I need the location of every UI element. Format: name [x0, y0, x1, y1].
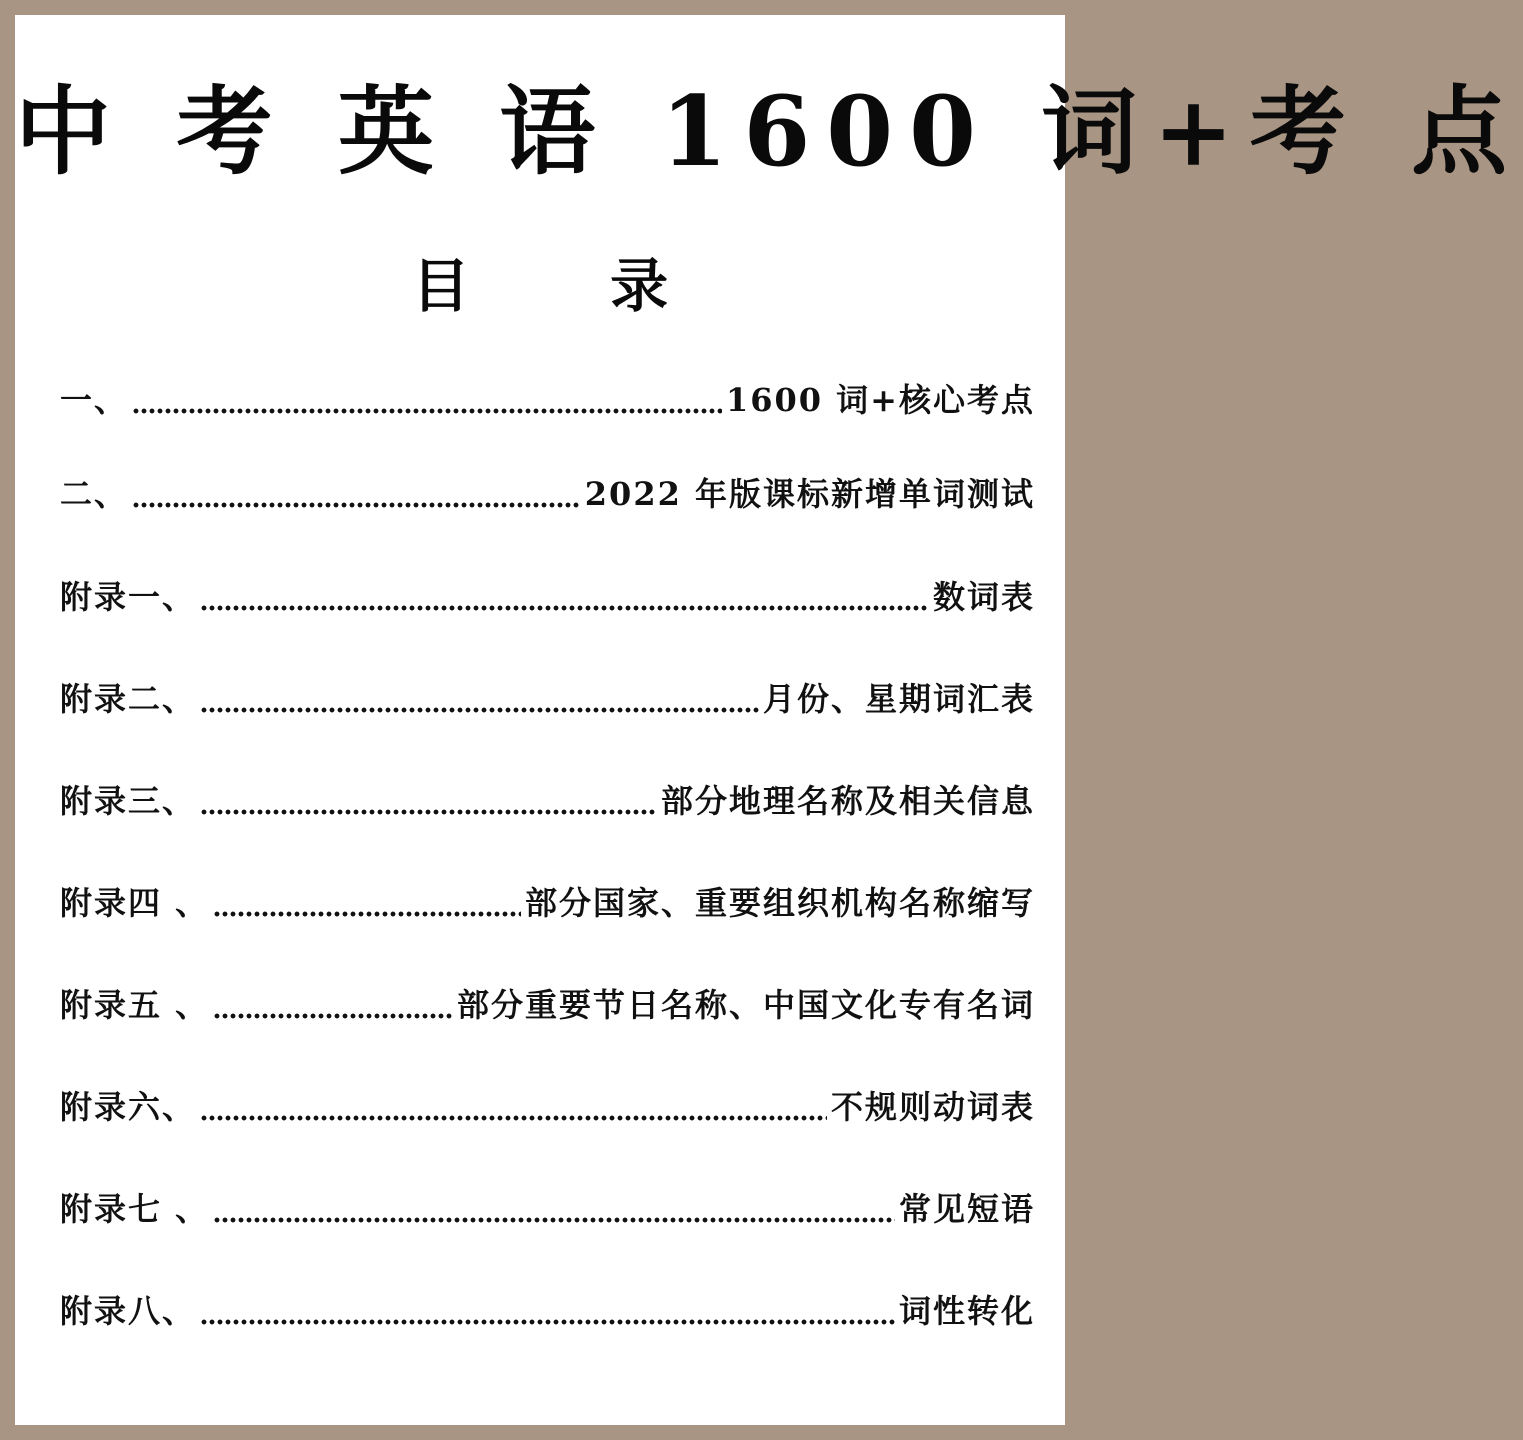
toc-entry: [60, 978, 1035, 1028]
toc-entry-title: 1600 词+核心考点: [725, 381, 1035, 419]
toc-leader-dots: [213, 911, 521, 917]
toc-leader-dots: [200, 605, 929, 611]
toc-entry-title: 不规则动词表: [830, 1088, 1035, 1126]
toc-leader-dots: [132, 502, 581, 508]
toc-entry: [60, 570, 1035, 620]
toc-entry: [60, 1080, 1035, 1130]
toc-entry: [60, 373, 1035, 423]
toc-entry: [60, 774, 1035, 824]
toc-heading: 目 录: [411, 252, 729, 320]
toc-entry-title: 常见短语: [898, 1190, 1035, 1228]
toc-entry-label: 附录二、: [60, 680, 197, 718]
toc-leader-dots: [200, 1115, 827, 1121]
toc-entry-title: 部分重要节日名称、中国文化专有名词: [456, 986, 1035, 1024]
toc-entry: [60, 467, 1035, 517]
toc-leader-dots: [213, 1013, 453, 1019]
toc-entry-title: 2022 年版课标新增单词测试: [584, 475, 1035, 513]
toc-entry-label: 附录四 、: [60, 884, 210, 922]
toc-entry-label: 附录三、: [60, 782, 197, 820]
toc-entry-title: 数词表: [932, 578, 1035, 616]
toc-leader-dots: [200, 707, 759, 713]
toc-entry-label: 附录八、: [60, 1292, 197, 1330]
toc-entry-title: 部分国家、重要组织机构名称缩写: [524, 884, 1035, 922]
toc-entry: [60, 1182, 1035, 1232]
toc-entry-label: 附录五 、: [60, 986, 210, 1024]
toc-leader-dots: [200, 1319, 895, 1325]
toc-entry-title: 词性转化: [898, 1292, 1035, 1330]
toc-entry-label: 附录七 、: [60, 1190, 210, 1228]
toc-leader-dots: [132, 408, 722, 414]
document-page: [15, 15, 1523, 1425]
toc-entry: [60, 1284, 1035, 1334]
toc-entry-label: 附录六、: [60, 1088, 197, 1126]
toc-entry: [60, 672, 1035, 722]
toc-entry-label: 一、: [60, 381, 129, 419]
toc-entry: [60, 876, 1035, 926]
toc-entry-title: 部分地理名称及相关信息: [660, 782, 1035, 820]
toc-leader-dots: [213, 1217, 895, 1223]
toc-entry-title: 月份、星期词汇表: [762, 680, 1035, 718]
toc-entry-label: 二、: [60, 475, 129, 513]
toc-entry-label: 附录一、: [60, 578, 197, 616]
page-title: 中 考 英 语 1600 词+考 点: [15, 75, 1523, 188]
toc-leader-dots: [200, 809, 657, 815]
